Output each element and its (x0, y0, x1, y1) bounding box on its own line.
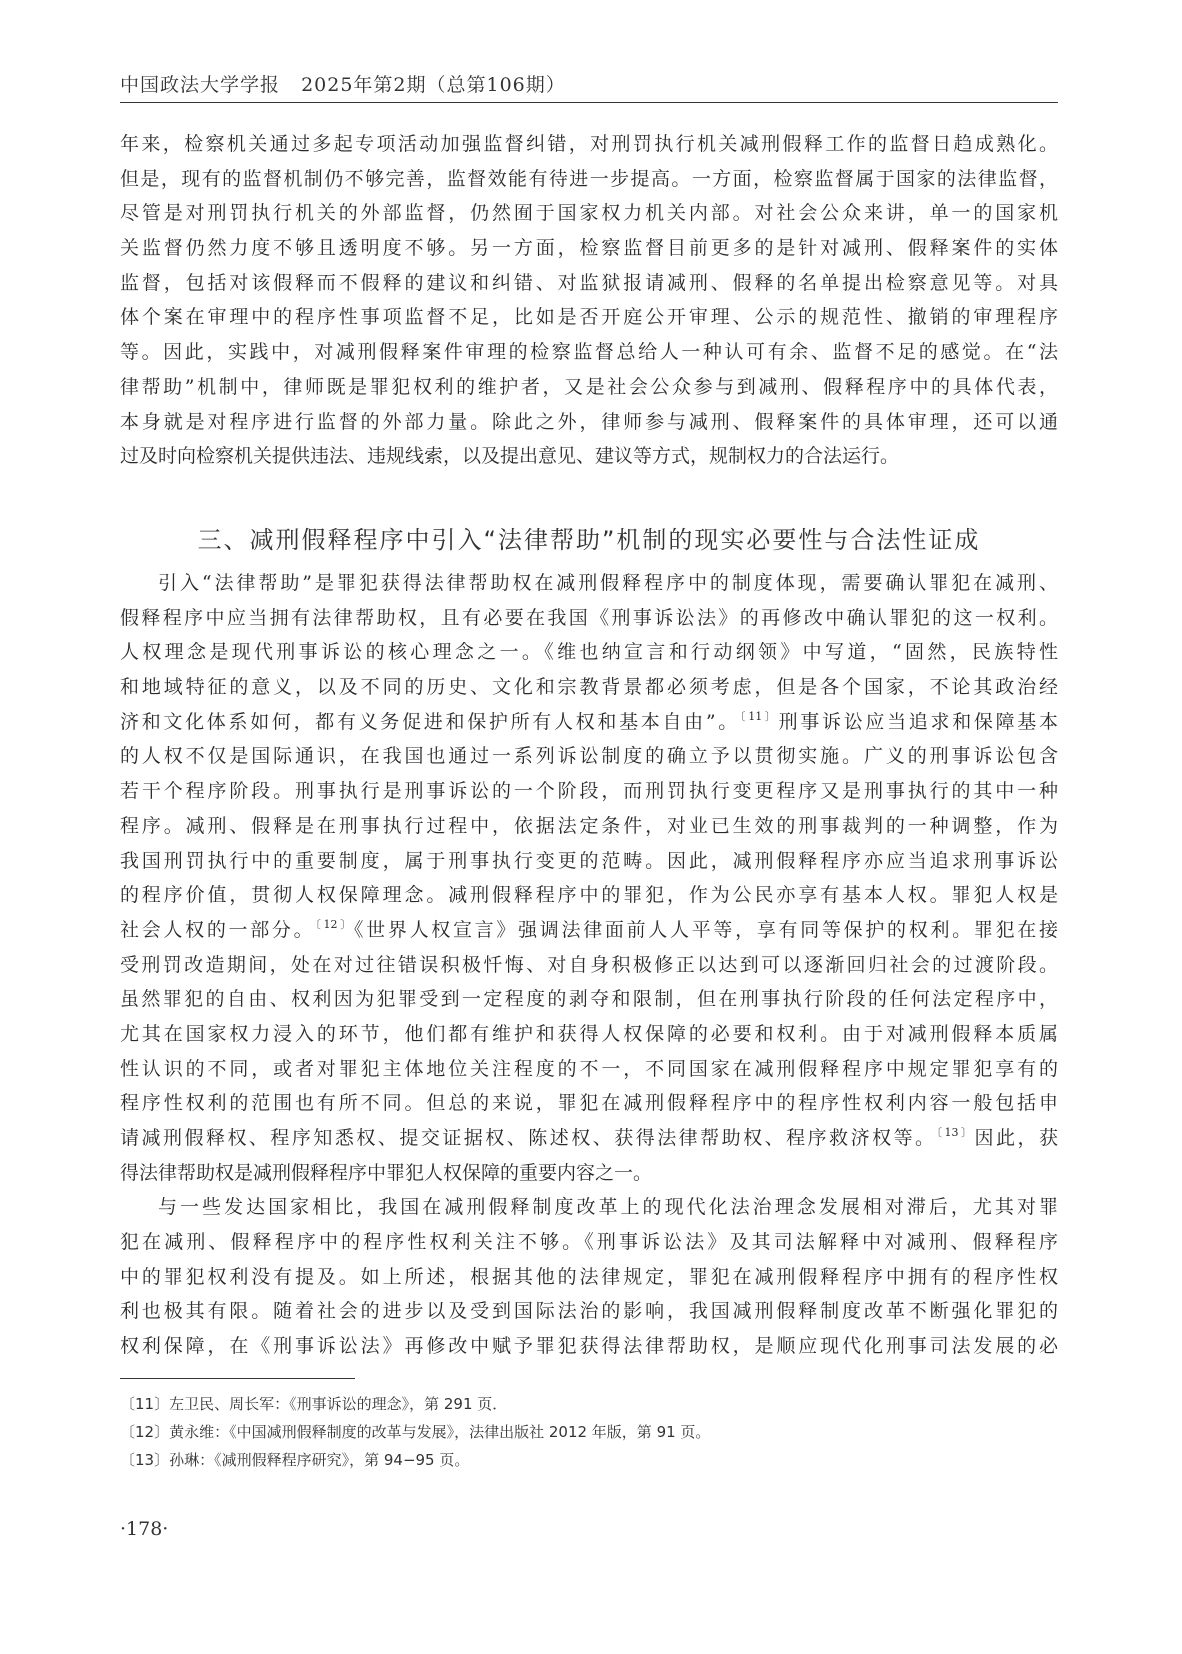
citation-13: 〔13〕 (936, 1126, 975, 1139)
text-line: 权利保障，在《刑事诉讼法》再修改中赋予罪犯获得法律帮助权，是顺应现代化刑事司法发展的必 (120, 1335, 1058, 1358)
text-line: 监督，包括对该假释而不假释的建议和纠错、对监狱报请减刑、假释的名单提出检察意见等。对具 (120, 271, 1058, 294)
text-line: 但是，现有的监督机制仍不够完善，监督效能有待进一步提高。一方面，检察监督属于国家的法律监督， (120, 167, 1058, 190)
footnotes (120, 1390, 1058, 1474)
text-line: 若干个程序阶段。刑事执行是刑事诉讼的一个阶段，而刑罚执行变更程序又是刑事执行的其中一种 (120, 780, 1058, 803)
footnote-13: 〔13〕孙琳：《减刑假释程序研究》，第 94−95 页。 (120, 1451, 470, 1469)
text-line: 年来，检察机关通过多起专项活动加强监督纠错，对刑罚执行机关减刑假释工作的监督日趋成熟化。 (120, 133, 1058, 155)
text-line: 得法律帮助权是减刑假释程序中罪犯人权保障的重要内容之一。 (120, 1161, 653, 1184)
text-line: 假释程序中应当拥有法律帮助权，且有必要在我国《刑事诉讼法》的再修改中确认罪犯的这一权利。 (120, 606, 1058, 629)
text-line (120, 1121, 1058, 1156)
text-line (120, 705, 1058, 740)
paragraph-continued (120, 127, 1058, 474)
footnote-11: 〔11〕左卫民、周长军：《刑事诉讼的理念》，第 291 页． (120, 1395, 508, 1413)
text-segment: 刑事诉讼应当追求和保障基本 (778, 710, 1058, 733)
page-number: ·178· (120, 1518, 169, 1540)
text-line: 中的罪犯权利没有提及。如上所述，根据其他的法律规定，罪犯在减刑假释程序中拥有的程序性权 (120, 1265, 1058, 1288)
text-segment: 《世界人权宣言》强调法律面前人人平等，享有同等保护的权利。罪犯在接 (353, 918, 1058, 941)
text-line: 律帮助”机制中，律师既是罪犯权利的维护者，又是社会公众参与到减刑、假释程序中的具体代表， (120, 375, 1058, 398)
text-line: 利也极其有限。随着社会的进步以及受到国际法治的影响，我国减刑假释制度改革不断强化罪犯的 (120, 1300, 1058, 1323)
text-line: 尽管是对刑罚执行机关的外部监督，仍然囿于国家权力机关内部。对社会公众来讲，单一的国家机 (120, 202, 1058, 225)
citation-12: 〔12〕 (315, 917, 354, 931)
text-line: 的程序价值，贯彻人权保障理念。减刑假释程序中的罪犯，作为公民亦享有基本人权。罪犯人权是 (120, 884, 1058, 907)
issue-info: 2025年第2期（总第106期） (301, 74, 566, 96)
footnote-12: 〔12〕黄永维：《中国减刑假释制度的改革与发展》，法律出版社 2012 年版，第 91 页。 (120, 1423, 711, 1441)
text-segment: 社会人权的一部分。 (120, 918, 316, 941)
footnote-rule (120, 1378, 355, 1379)
text-line: 犯在减刑、假释程序中的程序性权利关注不够。《刑事诉讼法》及其司法解释中对减刑、假释程序 (120, 1231, 1058, 1254)
text-line: 和地域特征的意义，以及不同的历史、文化和宗教背景都必须考虑，但是各个国家，不论其政治经 (120, 676, 1058, 699)
body-paragraphs (120, 566, 1058, 1364)
text-segment: 济和文化体系如何，都有义务促进和保护所有人权和基本自由”。 (120, 710, 740, 733)
text-line: 与一些发达国家相比，我国在减刑假释制度改革上的现代化法治理念发展相对滞后，尤其对罪 (158, 1196, 1058, 1219)
text-line: 受刑罚改造期间，处在对过往错误积极忏悔、对自身积极修正以达到可以逐渐回归社会的过渡阶段。 (120, 953, 1058, 976)
text-line: 过及时向检察机关提供违法、违规线索，以及提出意见、建议等方式，规制权力的合法运行。 (120, 445, 900, 468)
text-segment: 因此，获 (974, 1127, 1058, 1149)
section-heading: 三、减刑假释程序中引入“法律帮助”机制的现实必要性与合法性证成 (197, 526, 981, 554)
text-line: 引入“法律帮助”是罪犯获得法律帮助权在减刑假释程序中的制度体现，需要确认罪犯在减刑、 (158, 572, 1058, 594)
text-line: 体个案在审理中的程序性事项监督不足，比如是否开庭公开审理、公示的规范性、撤销的审理程序 (120, 306, 1058, 329)
text-line: 人权理念是现代刑事诉讼的核心理念之一。《维也纳宣言和行动纲领》中写道，“固然，民族特性 (120, 641, 1058, 664)
text-line: 虽然罪犯的自由、权利因为犯罪受到一定程度的剥夺和限制，但在刑事执行阶段的任何法定程序中， (120, 988, 1058, 1011)
text-line: 尤其在国家权力浸入的环节，他们都有维护和获得人权保障的必要和权利。由于对减刑假释本质属 (120, 1022, 1058, 1045)
citation-11: 〔11〕 (740, 709, 779, 723)
text-line: 我国刑罚执行中的重要制度，属于刑事执行变更的范畴。因此，减刑假释程序亦应当追求刑事诉讼 (120, 849, 1058, 872)
text-line: 程序。减刑、假释是在刑事执行过程中，依据法定条件，对业已生效的刑事裁判的一种调整，作为 (120, 814, 1058, 837)
text-line: 性认识的不同，或者对罪犯主体地位关注程度的不一，不同国家在减刑假释程序中规定罪犯享有的 (120, 1057, 1058, 1080)
text-line: 的人权不仅是国际通识，在我国也通过一系列诉讼制度的确立予以贯彻实施。广义的刑事诉讼包含 (120, 745, 1058, 768)
text-line: 程序性权利的范围也有所不同。但总的来说，罪犯在减刑假释程序中的程序性权利内容一般包括申 (120, 1092, 1058, 1115)
journal-name: 中国政法大学学报 (120, 74, 281, 96)
text-line (120, 913, 1058, 948)
text-segment: 请减刑假释权、程序知悉权、提交证据权、陈述权、获得法律帮助权、程序救济权等。 (120, 1127, 937, 1149)
text-line: 本身就是对程序进行监督的外部力量。除此之外，律师参与减刑、假释案件的具体审理，还可以通 (120, 410, 1058, 433)
header-rule (120, 102, 1058, 103)
running-head (120, 70, 1058, 97)
text-line: 等。因此，实践中，对减刑假释案件审理的检察监督总给人一种认可有余、监督不足的感觉。在“法 (120, 341, 1058, 364)
text-line: 关监督仍然力度不够且透明度不够。另一方面，检察监督目前更多的是针对减刑、假释案件的实体 (120, 237, 1058, 260)
